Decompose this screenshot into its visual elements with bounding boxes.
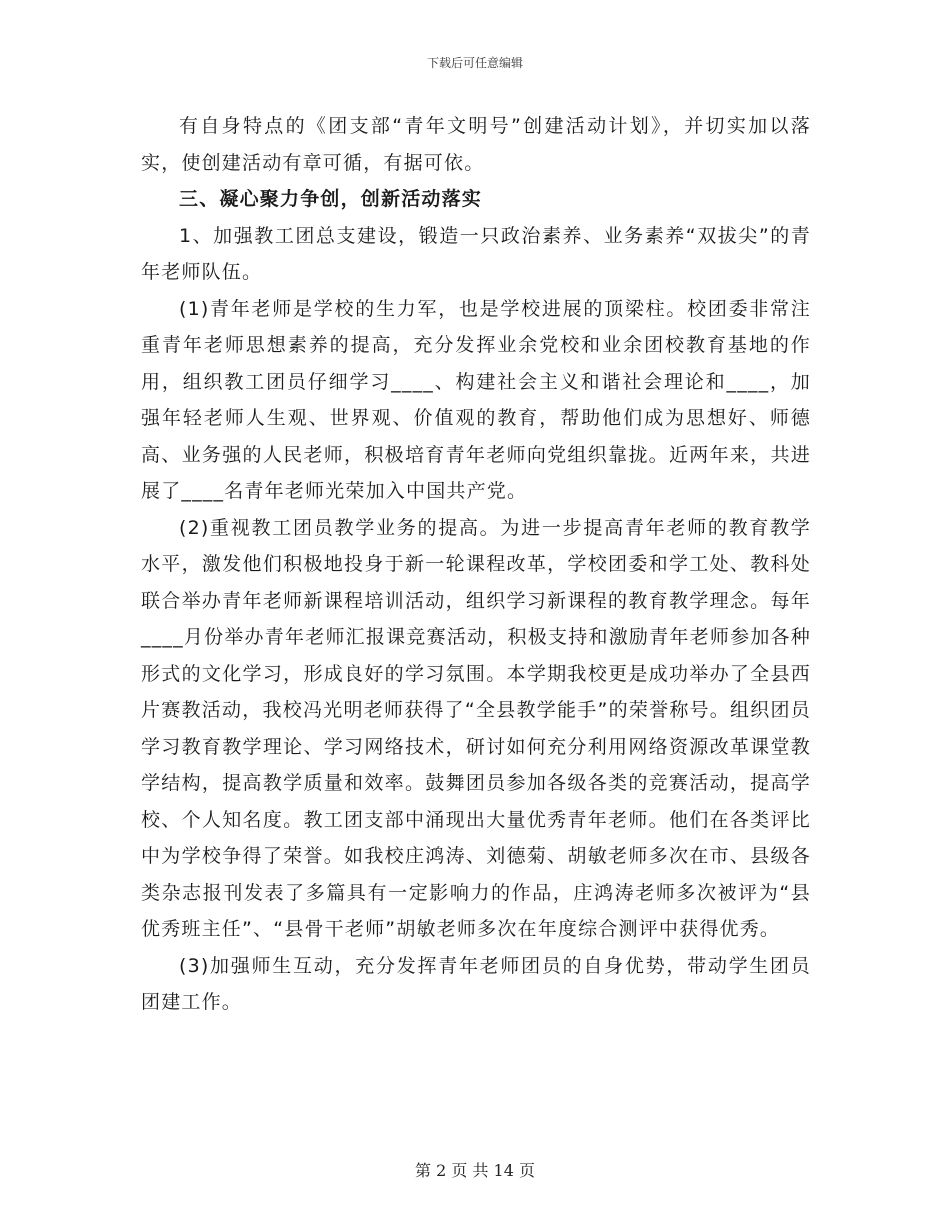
paragraph-subitem-3: (3)加强师生互动，充分发挥青年老师团员的自身优势，带动学生团员团建工作。 xyxy=(141,954,811,1013)
page-footer-page-number: 第 2 页 共 14 页 xyxy=(415,1161,535,1180)
paragraph-subitem-1: (1)青年老师是学校的生力军，也是学校进展的顶梁柱。校团委非常注重青年老师思想素养的提高，充分发挥业余党校和业余团校教育基地的作用，组织教工团员仔细学习____、构建社会主义和谐社会理论和____，加强年轻老师人生观、世界观、价值观的教育，帮助他们成为思想好、师德高、业务强的人民老师，积极培育青年老师向党组织靠拢。近两年来，共进展了____名青年老师光荣加入中国共产党。 xyxy=(141,297,811,502)
paragraph-subitem-2: (2)重视教工团员教学业务的提高。为进一步提高青年老师的教育教学水平，激发他们积极地投身于新一轮课程改革，学校团委和学工处、教科处联合举办青年老师新课程培训活动，组织学习新课程的教育教学理念。每年____月份举办青年老师汇报课竞赛活动，积极支持和激励青年老师参加各种形式的文化学习，形成良好的学习氛围。本学期我校更是成功举办了全县西片赛教活动，我校冯光明老师获得了“全县教学能手”的荣誉称号。组织团员学习教育教学理论、学习网络技术，研讨如何充分利用网络资源改革课堂教学结构，提高教学质量和效率。鼓舞团员参加各级各类的竞赛活动，提高学校、个人知名度。教工团支部中涌现出大量优秀青年老师。他们在各类评比中为学校争得了荣誉。如我校庄鸿涛、刘德菊、胡敏老师多次在市、县级各类杂志报刊发表了多篇具有一定影响力的作品，庄鸿涛老师多次被评为“县优秀班主任”、“县骨干老师”胡敏老师多次在年度综合测评中获得优秀。 xyxy=(141,516,811,940)
page-header: 下载后可任意编辑 xyxy=(426,56,523,70)
document-body xyxy=(141,108,811,1021)
section-heading-three: 三、凝心聚力争创，创新活动落实 xyxy=(179,188,483,210)
paragraph-plan-continuation: 有自身特点的《团支部“青年文明号”创建活动计划》，并切实加以落实，使创建活动有章可循，有据可依。 xyxy=(141,115,811,174)
paragraph-item-1: 1、加强教工团总支建设，锻造一只政治素养、业务素养“双拔尖”的青年老师队伍。 xyxy=(141,224,811,283)
